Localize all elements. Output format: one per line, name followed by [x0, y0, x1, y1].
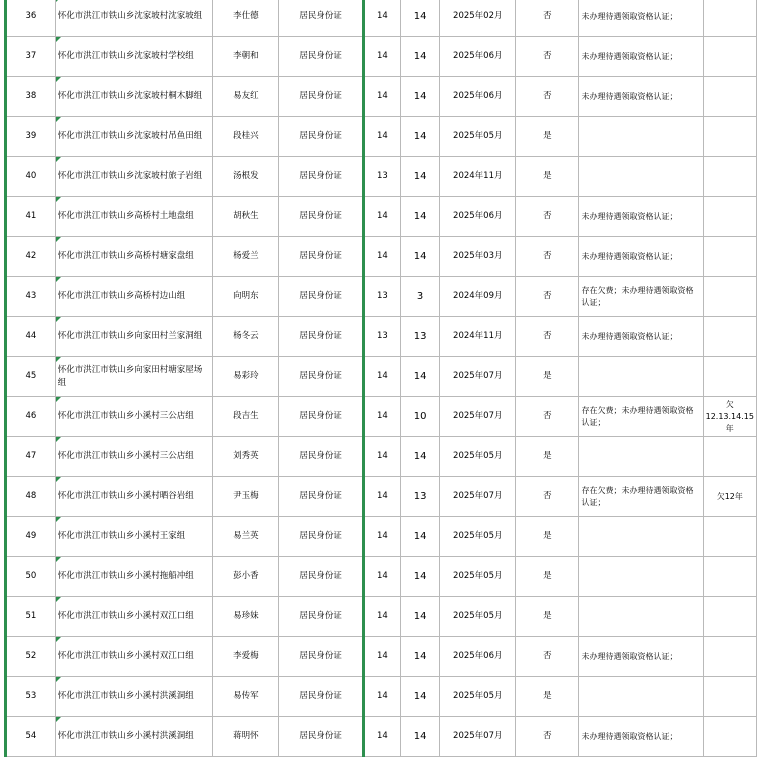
id-type-cell: 居民身份证 [279, 437, 363, 477]
row-number-cell: 47 [6, 437, 56, 477]
name-cell: 段吉生 [213, 397, 279, 437]
name-cell: 李朝和 [213, 37, 279, 77]
arrears-cell [703, 197, 756, 237]
address-cell: 怀化市洪江市铁山乡沈家坡村沈家坡组 [55, 0, 213, 37]
years-paid-cell: 14 [401, 717, 440, 757]
arrears-cell [703, 37, 756, 77]
years-required-cell: 13 [363, 157, 400, 197]
table-row [6, 237, 757, 277]
address-cell: 怀化市洪江市铁山乡小溪村三公店组 [55, 397, 213, 437]
status-flag-cell: 是 [516, 677, 579, 717]
month-cell: 2025年06月 [440, 637, 516, 677]
note-cell: 存在欠费；未办理待遇领取资格认证； [579, 277, 703, 317]
address-cell: 怀化市洪江市铁山乡小溪村双江口组 [55, 597, 213, 637]
table-row [6, 477, 757, 517]
table-row [6, 557, 757, 597]
table-row [6, 157, 757, 197]
row-number-cell: 44 [6, 317, 56, 357]
table-row [6, 197, 757, 237]
note-cell [579, 357, 703, 397]
years-required-cell: 14 [363, 717, 400, 757]
row-number-cell: 49 [6, 517, 56, 557]
arrears-cell: 欠12年 [703, 477, 756, 517]
name-cell: 杨爱兰 [213, 237, 279, 277]
arrears-cell [703, 557, 756, 597]
years-paid-cell: 14 [401, 677, 440, 717]
years-required-cell: 14 [363, 677, 400, 717]
data-table [4, 0, 757, 757]
arrears-cell [703, 517, 756, 557]
name-cell: 易彩玲 [213, 357, 279, 397]
month-cell: 2025年05月 [440, 557, 516, 597]
id-type-cell: 居民身份证 [279, 637, 363, 677]
note-cell: 未办理待遇领取资格认证； [579, 637, 703, 677]
years-required-cell: 13 [363, 317, 400, 357]
month-cell: 2025年06月 [440, 37, 516, 77]
row-number-cell: 46 [6, 397, 56, 437]
table-row [6, 637, 757, 677]
arrears-cell [703, 437, 756, 477]
arrears-cell [703, 317, 756, 357]
id-type-cell: 居民身份证 [279, 157, 363, 197]
address-cell: 怀化市洪江市铁山乡小溪村三公店组 [55, 437, 213, 477]
years-paid-cell: 14 [401, 637, 440, 677]
years-required-cell: 14 [363, 477, 400, 517]
name-cell: 刘秀英 [213, 437, 279, 477]
arrears-cell [703, 597, 756, 637]
address-cell: 怀化市洪江市铁山乡高桥村边山组 [55, 277, 213, 317]
note-cell [579, 157, 703, 197]
years-required-cell: 14 [363, 557, 400, 597]
status-flag-cell: 否 [516, 37, 579, 77]
arrears-cell [703, 237, 756, 277]
years-paid-cell: 14 [401, 557, 440, 597]
status-flag-cell: 否 [516, 237, 579, 277]
status-flag-cell: 是 [516, 117, 579, 157]
id-type-cell: 居民身份证 [279, 717, 363, 757]
month-cell: 2024年09月 [440, 277, 516, 317]
row-number-cell: 53 [6, 677, 56, 717]
row-number-cell: 40 [6, 157, 56, 197]
status-flag-cell: 是 [516, 357, 579, 397]
note-cell [579, 117, 703, 157]
note-cell [579, 597, 703, 637]
id-type-cell: 居民身份证 [279, 557, 363, 597]
status-flag-cell: 是 [516, 597, 579, 637]
arrears-cell [703, 117, 756, 157]
name-cell: 段桂兴 [213, 117, 279, 157]
years-required-cell: 14 [363, 37, 400, 77]
month-cell: 2025年06月 [440, 197, 516, 237]
note-cell: 未办理待遇领取资格认证； [579, 237, 703, 277]
name-cell: 李仕德 [213, 0, 279, 37]
years-required-cell: 14 [363, 637, 400, 677]
address-cell: 怀化市洪江市铁山乡小溪村双江口组 [55, 637, 213, 677]
arrears-cell [703, 157, 756, 197]
years-paid-cell: 14 [401, 197, 440, 237]
note-cell: 存在欠费；未办理待遇领取资格认证； [579, 397, 703, 437]
status-flag-cell: 否 [516, 717, 579, 757]
id-type-cell: 居民身份证 [279, 77, 363, 117]
years-required-cell: 14 [363, 357, 400, 397]
month-cell: 2025年05月 [440, 677, 516, 717]
row-number-cell: 45 [6, 357, 56, 397]
years-paid-cell: 14 [401, 517, 440, 557]
month-cell: 2025年07月 [440, 357, 516, 397]
status-flag-cell: 是 [516, 437, 579, 477]
id-type-cell: 居民身份证 [279, 237, 363, 277]
id-type-cell: 居民身份证 [279, 477, 363, 517]
table-row [6, 717, 757, 757]
table-row [6, 597, 757, 637]
name-cell: 易兰英 [213, 517, 279, 557]
month-cell: 2025年05月 [440, 517, 516, 557]
row-number-cell: 54 [6, 717, 56, 757]
month-cell: 2025年03月 [440, 237, 516, 277]
note-cell: 存在欠费；未办理待遇领取资格认证； [579, 477, 703, 517]
month-cell: 2025年05月 [440, 597, 516, 637]
month-cell: 2025年02月 [440, 0, 516, 37]
status-flag-cell: 是 [516, 557, 579, 597]
arrears-cell [703, 277, 756, 317]
status-flag-cell: 是 [516, 157, 579, 197]
years-paid-cell: 14 [401, 77, 440, 117]
id-type-cell: 居民身份证 [279, 677, 363, 717]
arrears-cell [703, 717, 756, 757]
address-cell: 怀化市洪江市铁山乡向家田村塘家屋场组 [55, 357, 213, 397]
name-cell: 彭小香 [213, 557, 279, 597]
table-row [6, 357, 757, 397]
status-flag-cell: 否 [516, 317, 579, 357]
status-flag-cell: 否 [516, 0, 579, 37]
note-cell [579, 557, 703, 597]
years-paid-cell: 14 [401, 157, 440, 197]
month-cell: 2024年11月 [440, 157, 516, 197]
address-cell: 怀化市洪江市铁山乡沈家坡村学校组 [55, 37, 213, 77]
name-cell: 蒋明怀 [213, 717, 279, 757]
address-cell: 怀化市洪江市铁山乡向家田村兰家洞组 [55, 317, 213, 357]
arrears-cell [703, 0, 756, 37]
table-row [6, 277, 757, 317]
address-cell: 怀化市洪江市铁山乡小溪村洪溪洞组 [55, 717, 213, 757]
row-number-cell: 50 [6, 557, 56, 597]
id-type-cell: 居民身份证 [279, 317, 363, 357]
row-number-cell: 52 [6, 637, 56, 677]
address-cell: 怀化市洪江市铁山乡小溪村拖船冲组 [55, 557, 213, 597]
status-flag-cell: 否 [516, 197, 579, 237]
table-row [6, 517, 757, 557]
table-row [6, 77, 757, 117]
row-number-cell: 48 [6, 477, 56, 517]
years-required-cell: 14 [363, 517, 400, 557]
address-cell: 怀化市洪江市铁山乡沈家坡村吊鱼田组 [55, 117, 213, 157]
id-type-cell: 居民身份证 [279, 0, 363, 37]
years-required-cell: 13 [363, 277, 400, 317]
years-paid-cell: 10 [401, 397, 440, 437]
note-cell: 未办理待遇领取资格认证； [579, 37, 703, 77]
years-paid-cell: 14 [401, 437, 440, 477]
years-required-cell: 14 [363, 0, 400, 37]
month-cell: 2025年05月 [440, 437, 516, 477]
month-cell: 2025年05月 [440, 117, 516, 157]
years-required-cell: 14 [363, 237, 400, 277]
id-type-cell: 居民身份证 [279, 357, 363, 397]
status-flag-cell: 否 [516, 77, 579, 117]
years-paid-cell: 3 [401, 277, 440, 317]
id-type-cell: 居民身份证 [279, 117, 363, 157]
arrears-cell [703, 637, 756, 677]
years-required-cell: 14 [363, 197, 400, 237]
address-cell: 怀化市洪江市铁山乡小溪村王家组 [55, 517, 213, 557]
note-cell: 未办理待遇领取资格认证； [579, 77, 703, 117]
row-number-cell: 36 [6, 0, 56, 37]
name-cell: 杨冬云 [213, 317, 279, 357]
table-row [6, 117, 757, 157]
id-type-cell: 居民身份证 [279, 37, 363, 77]
table-row [6, 677, 757, 717]
name-cell: 向明东 [213, 277, 279, 317]
row-number-cell: 39 [6, 117, 56, 157]
years-paid-cell: 13 [401, 477, 440, 517]
years-paid-cell: 14 [401, 237, 440, 277]
row-number-cell: 51 [6, 597, 56, 637]
table-row [6, 317, 757, 357]
years-paid-cell: 14 [401, 0, 440, 37]
month-cell: 2025年07月 [440, 717, 516, 757]
status-flag-cell: 否 [516, 477, 579, 517]
name-cell: 易传军 [213, 677, 279, 717]
table-body [6, 0, 757, 757]
id-type-cell: 居民身份证 [279, 197, 363, 237]
row-number-cell: 42 [6, 237, 56, 277]
address-cell: 怀化市洪江市铁山乡小溪村晒谷岩组 [55, 477, 213, 517]
note-cell: 未办理待遇领取资格认证； [579, 0, 703, 37]
status-flag-cell: 否 [516, 637, 579, 677]
address-cell: 怀化市洪江市铁山乡沈家坡村旅子岩组 [55, 157, 213, 197]
years-required-cell: 14 [363, 117, 400, 157]
address-cell: 怀化市洪江市铁山乡高桥村塘家盘组 [55, 237, 213, 277]
table-row [6, 37, 757, 77]
table-row [6, 437, 757, 477]
table-row [6, 0, 757, 37]
month-cell: 2025年06月 [440, 77, 516, 117]
address-cell: 怀化市洪江市铁山乡小溪村洪溪洞组 [55, 677, 213, 717]
id-type-cell: 居民身份证 [279, 517, 363, 557]
years-paid-cell: 14 [401, 117, 440, 157]
years-required-cell: 14 [363, 77, 400, 117]
note-cell [579, 517, 703, 557]
years-required-cell: 14 [363, 397, 400, 437]
address-cell: 怀化市洪江市铁山乡沈家坡村桐木脚组 [55, 77, 213, 117]
row-number-cell: 38 [6, 77, 56, 117]
address-cell: 怀化市洪江市铁山乡高桥村土地盘组 [55, 197, 213, 237]
row-number-cell: 37 [6, 37, 56, 77]
row-number-cell: 43 [6, 277, 56, 317]
status-flag-cell: 是 [516, 517, 579, 557]
id-type-cell: 居民身份证 [279, 597, 363, 637]
id-type-cell: 居民身份证 [279, 397, 363, 437]
name-cell: 李爱梅 [213, 637, 279, 677]
month-cell: 2025年07月 [440, 477, 516, 517]
note-cell [579, 437, 703, 477]
years-paid-cell: 14 [401, 597, 440, 637]
name-cell: 汤根发 [213, 157, 279, 197]
years-paid-cell: 14 [401, 357, 440, 397]
years-paid-cell: 13 [401, 317, 440, 357]
arrears-cell [703, 677, 756, 717]
month-cell: 2024年11月 [440, 317, 516, 357]
status-flag-cell: 否 [516, 277, 579, 317]
table-row [6, 397, 757, 437]
name-cell: 尹玉梅 [213, 477, 279, 517]
row-number-cell: 41 [6, 197, 56, 237]
years-required-cell: 14 [363, 437, 400, 477]
name-cell: 易友红 [213, 77, 279, 117]
id-type-cell: 居民身份证 [279, 277, 363, 317]
arrears-cell: 欠12.13.14.15年 [703, 397, 756, 437]
note-cell [579, 677, 703, 717]
month-cell: 2025年07月 [440, 397, 516, 437]
name-cell: 易珍妹 [213, 597, 279, 637]
years-paid-cell: 14 [401, 37, 440, 77]
note-cell: 未办理待遇领取资格认证； [579, 197, 703, 237]
status-flag-cell: 否 [516, 397, 579, 437]
arrears-cell [703, 77, 756, 117]
note-cell: 未办理待遇领取资格认证； [579, 317, 703, 357]
years-required-cell: 14 [363, 597, 400, 637]
name-cell: 胡秋生 [213, 197, 279, 237]
arrears-cell [703, 357, 756, 397]
note-cell: 未办理待遇领取资格认证； [579, 717, 703, 757]
